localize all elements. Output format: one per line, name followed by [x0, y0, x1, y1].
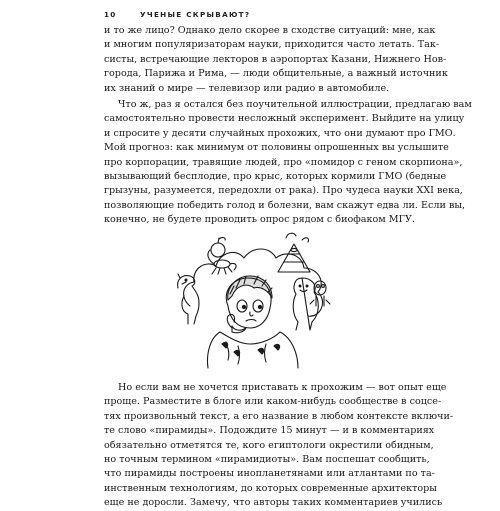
text-line: проще. Разместите в блоге или каком-нибудь сообществе в соцсе- [104, 396, 442, 408]
text-line: вызывающий бесплодие, про крыс, которых кормили ГМО (бедные [104, 171, 447, 183]
paragraph-3 [104, 381, 454, 511]
cartoon-illustration [170, 228, 340, 368]
book-title: УЧЕНЫЕ СКРЫВАЮТ? [140, 9, 251, 19]
thinking-person-icon [208, 276, 299, 368]
text-line: и многим популяризаторам науки, приходится часто летать. Так- [104, 39, 440, 51]
text-line: конечно, не будете проводить опрос рядом с биофаком МГУ. [104, 214, 415, 226]
text-line: про корпорации, травящие людей, про «помидор с геном скорпиона», [104, 156, 463, 168]
text-line: и спросите у десяти случайных прохожих, что они думают про ГМО. [104, 127, 456, 139]
text-line: их знаний о мире — телевизор или радио в автомобиле. [104, 82, 390, 94]
text-line: что пирамиды построены инопланетянами или атлантами по та- [104, 468, 435, 480]
text-line: позволяющие победить голод и болезни, вам скажут едва ли. Если вы, [104, 199, 466, 211]
text-line: грызуны, разумеется, передохли от рака). Про чудеса науки XXI века, [104, 185, 463, 197]
paragraph-2 [104, 98, 472, 228]
paragraph-1 [104, 24, 448, 96]
text-line: Что ж, раз я остался без поучительной иллюстрации, предлагаю вам [118, 99, 472, 110]
running-head [104, 8, 404, 20]
text-line: обязательно отметятся те, кого египтологи окрестили обидным, [104, 439, 434, 451]
text-line: те слово «пирамиды». Подождите 15 минут — и в комментариях [104, 425, 435, 437]
scorpion-apple-icon [208, 237, 236, 274]
text-line: тях произвольный текст, а его название в любом контексте включи- [104, 410, 454, 422]
text-line: Но если вам не хочется приставать к прохожим — вот опыт еще [118, 382, 447, 393]
text-line: инственным технологиям, до которых современные архитекторы [104, 482, 437, 494]
text-line: еще не доросли. Замечу, что авторы таких комментариев учились [104, 497, 443, 509]
text-line: систы, встречающие лекторов в аэропортах Казани, Нижнего Нов- [104, 53, 447, 65]
text-line: и то же лицо? Однако дело скорее в сходстве ситуаций: мне, как [104, 25, 436, 36]
text-line: города, Парижа и Рима, — люди общительные, а важный источник [104, 68, 448, 80]
page-number: 10 [104, 9, 117, 19]
dinosaur-icon [178, 274, 199, 324]
text-line: Мой прогноз: как минимум от половины опрошенных вы услышите [104, 142, 449, 154]
text-line: но точным термином «пирамидиоты». Вам поспешат сообщить, [104, 454, 430, 466]
pyramid-icon [278, 233, 310, 272]
text-line: самостоятельно провести несложный эксперимент. Выйдите на улицу [104, 113, 465, 125]
